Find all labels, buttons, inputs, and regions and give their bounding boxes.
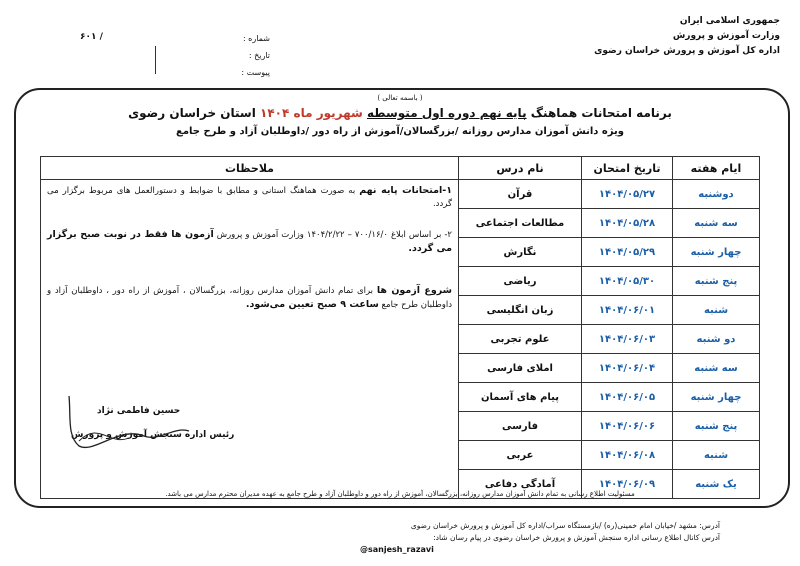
notes-cell bbox=[41, 180, 459, 499]
cell-date: ۱۴۰۴/۰۶/۰۱ bbox=[582, 296, 673, 325]
letterhead-country: جمهوری اسلامی ایران bbox=[679, 16, 780, 26]
cell-day: پنج شنبه bbox=[673, 267, 760, 296]
note-1-text: به صورت هماهنگ استانی و مطابق با ضوابط و دستورالعمل های مربوط برگزار می گردد. bbox=[47, 186, 452, 209]
meta-date-label: تاریخ : bbox=[248, 51, 270, 60]
note-1-bold: ۱-امتحانات پایه نهم bbox=[359, 185, 453, 196]
cell-date: ۱۴۰۴/۰۵/۲۸ bbox=[582, 209, 673, 238]
signature-title: رئیس اداره سنجش آموزش و پرورش bbox=[71, 430, 235, 440]
footnote: مسئولیت اطلاع رسانی به تمام دانش آموزان مدارس روزانه، بزرگسالان، آموزش از راه دور و داوطلبان آزاد و طرح جامع به عهده مدیران محترم مدارس می باشد. bbox=[165, 490, 635, 498]
cell-subject: فارسی bbox=[459, 412, 582, 441]
cell-day: شنبه bbox=[673, 441, 760, 470]
cell-subject: زبان انگلیسی bbox=[459, 296, 582, 325]
cell-day: شنبه bbox=[673, 296, 760, 325]
cell-subject: عربی bbox=[459, 441, 582, 470]
signature-scribble-icon bbox=[49, 386, 199, 456]
meta-number-label: شماره : bbox=[242, 34, 270, 43]
cell-day: یک شنبه bbox=[673, 470, 760, 499]
cell-subject: ریاضی bbox=[459, 267, 582, 296]
note-2-text: ۲- بر اساس ابلاغ ۷۰۰/۱۶/۰ – ۱۴۰۴/۲/۲۲ وزارت آموزش و پرورش bbox=[216, 230, 452, 240]
meta-attach-label: پیوست : bbox=[241, 68, 270, 77]
page-title bbox=[40, 106, 760, 120]
cell-date: ۱۴۰۴/۰۶/۰۴ bbox=[582, 354, 673, 383]
header-subject: نام درس bbox=[459, 157, 582, 180]
letterhead bbox=[594, 14, 780, 59]
cell-day: دوشنبه bbox=[673, 180, 760, 209]
letterhead-ministry: وزارت آموزش و پرورش bbox=[672, 31, 780, 41]
title-part3: شهریور ماه ۱۴۰۴ bbox=[260, 106, 363, 120]
cell-date: ۱۴۰۴/۰۶/۰۵ bbox=[582, 383, 673, 412]
address-line: آدرس: مشهد /خیابان امام خمینی(ره) /بازمستگاه سراب/اداره کل آموزش و پرورش خراسان رضوی bbox=[410, 521, 720, 530]
note-3-bold1: شروع آزمون ها bbox=[376, 285, 452, 296]
exam-schedule-table bbox=[40, 156, 760, 499]
address-block bbox=[240, 520, 720, 544]
cell-day: سه شنبه bbox=[673, 209, 760, 238]
cell-subject: قرآن bbox=[459, 180, 582, 209]
header-date: تاریخ امتحان bbox=[582, 157, 673, 180]
cell-day: سه شنبه bbox=[673, 354, 760, 383]
signature-name: حسین فاطمی نژاد bbox=[97, 406, 181, 416]
note-1 bbox=[47, 184, 452, 211]
note-2 bbox=[47, 228, 452, 256]
cell-date: ۱۴۰۴/۰۵/۲۷ bbox=[582, 180, 673, 209]
header-day: ایام هفته bbox=[673, 157, 760, 180]
cell-subject: مطالعات اجتماعی bbox=[459, 209, 582, 238]
cell-date: ۱۴۰۴/۰۵/۳۰ bbox=[582, 267, 673, 296]
page-subtitle: ویژه دانش آموزان مدارس روزانه /بزرگسالان/آموزش از راه دور /داوطلبان آزاد و طرح جامع bbox=[175, 126, 625, 137]
document-number: / ۶۰۱ bbox=[80, 32, 103, 42]
cell-date: ۱۴۰۴/۰۶/۰۶ bbox=[582, 412, 673, 441]
table-header-row bbox=[41, 157, 760, 180]
title-part1: برنامه امتحانات هماهنگ bbox=[530, 106, 672, 120]
cell-subject: املای فارسی bbox=[459, 354, 582, 383]
bismillah: ( باسمه تعالی ) bbox=[377, 94, 423, 102]
cell-date: ۱۴۰۴/۰۶/۰۹ bbox=[582, 470, 673, 499]
channel-handle[interactable]: @sanjesh_razavi bbox=[360, 545, 434, 554]
cell-subject: پیام های آسمان bbox=[459, 383, 582, 412]
cell-day: پنج شنبه bbox=[673, 412, 760, 441]
cell-date: ۱۴۰۴/۰۶/۰۳ bbox=[582, 325, 673, 354]
header-notes: ملاحظات bbox=[41, 157, 459, 180]
table-row bbox=[41, 180, 760, 209]
cell-subject: آمادگی دفاعی bbox=[459, 470, 582, 499]
channel-line: آدرس کانال اطلاع رسانی اداره سنجش آموزش و پرورش خراسان رضوی در پیام رسان شاد: bbox=[433, 533, 720, 542]
letterhead-department: اداره کل آموزش و پرورش خراسان رضوی bbox=[594, 46, 780, 56]
title-part4: استان خراسان رضوی bbox=[128, 106, 256, 120]
note-3-text: برای تمام دانش آموزان مدارس روزانه، بزرگسالان ، آموزش از راه دور ، داوطلبان آزاد و داوطلبان طرح جامع bbox=[47, 286, 452, 310]
cell-subject: علوم تجربی bbox=[459, 325, 582, 354]
note-3-bold2: ساعت ۹ صبح تعیین می‌شود. bbox=[245, 299, 379, 310]
cell-day: چهار شنبه bbox=[673, 238, 760, 267]
title-part2: پایه نهم دوره اول متوسطه bbox=[367, 106, 527, 120]
cell-day: دو شنبه bbox=[673, 325, 760, 354]
cell-subject: نگارش bbox=[459, 238, 582, 267]
cell-date: ۱۴۰۴/۰۵/۲۹ bbox=[582, 238, 673, 267]
meta-bracket bbox=[155, 46, 162, 74]
cell-date: ۱۴۰۴/۰۶/۰۸ bbox=[582, 441, 673, 470]
note-2-bold: آزمون ها فقط در نوبت صبح برگزار می گردد. bbox=[47, 229, 452, 254]
note-3 bbox=[47, 284, 452, 312]
cell-day: چهار شنبه bbox=[673, 383, 760, 412]
